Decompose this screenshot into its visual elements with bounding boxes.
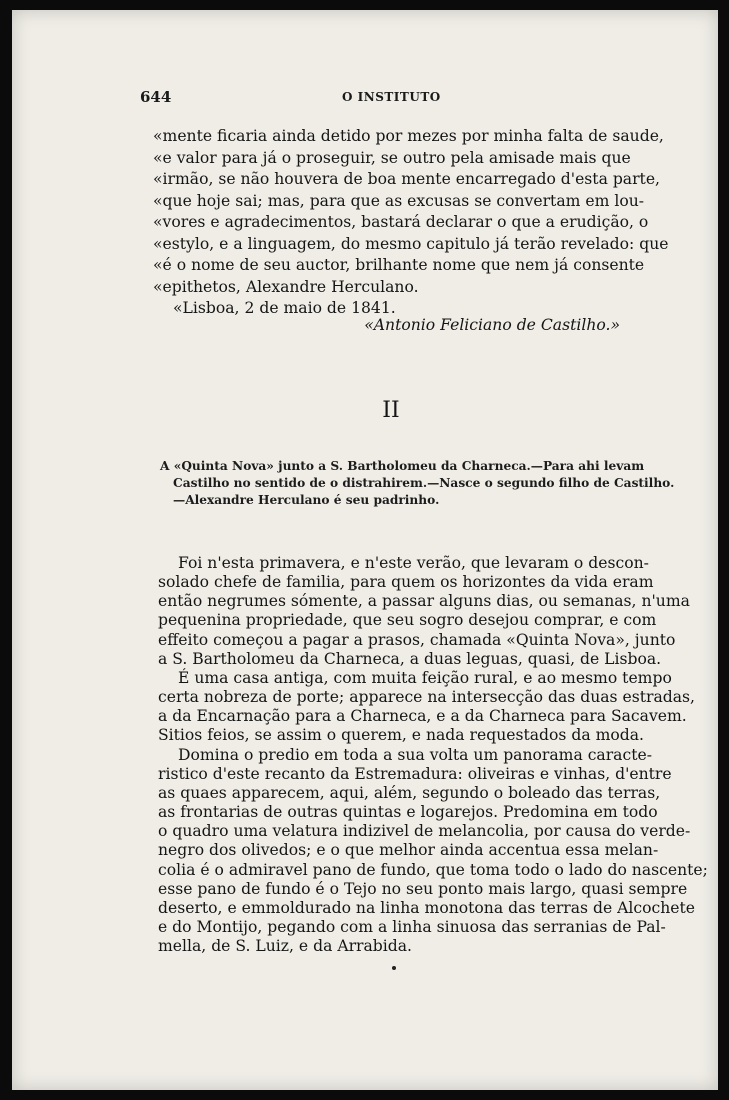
body-line: Foi n'esta primavera, e n'este verão, que levaram o descon- — [178, 554, 649, 572]
body-line: o quadro uma velatura indizivel de melancolia, por causa do verde- — [158, 822, 691, 841]
body-text — [158, 554, 708, 956]
page-number: 644 — [140, 88, 172, 106]
quote-line: «que hoje sai; mas, para que as excusas se convertam em lou- — [153, 191, 645, 210]
quote-line: «irmão, se não houvera de boa mente encarregado d'esta parte, — [153, 170, 661, 188]
body-line: Domina o predio em toda a sua volta um panorama caracte- — [178, 745, 652, 764]
running-title: O INSTITUTO — [342, 90, 441, 104]
body-line: as frontarias de outras quintas e logarejos. Predomina em todo — [158, 803, 658, 822]
quote-line: «vores e agradecimentos, bastará declarar o que a erudição, o — [153, 213, 649, 231]
chapter-heading: II — [382, 398, 400, 423]
body-line: É uma casa antiga, com muita feição rural, e ao mesmo tempo — [178, 668, 672, 687]
body-line: Sitios feios, se assim o querem, e nada requestados da moda. — [158, 726, 645, 745]
body-line: então negrumes sómente, a passar alguns dias, ou semanas, n'uma — [158, 592, 690, 611]
body-line: deserto, e emmoldurado na linha monotona das terras de Alcochete — [158, 898, 696, 917]
body-line: negro dos olivedos; e o que melhor ainda accentua essa melan- — [158, 841, 659, 860]
body-line: a S. Bartholomeu da Charneca, a duas leguas, quasi, de Lisboa. — [158, 649, 662, 668]
body-line: pequenina propriedade, que seu sogro desejou comprar, e com — [158, 611, 657, 630]
body-line: esse pano de fundo é o Tejo no seu ponto mais largo, quasi sempre — [158, 879, 688, 898]
quote-line: «e valor para já o proseguir, se outro pela amisade mais que — [153, 148, 631, 167]
chapter-summary — [160, 458, 675, 509]
body-line: effeito começou a pagar a prasos, chamada «Quinta Nova», junto — [158, 630, 676, 649]
quote-date: «Lisboa, 2 de maio de 1841. — [173, 299, 396, 317]
body-line: as quaes apparecem, aqui, além, segundo o boleado das terras, — [158, 783, 661, 802]
summary-line: —Alexandre Herculano é seu padrinho. — [173, 493, 440, 507]
quoted-letter — [153, 126, 669, 320]
summary-line: Castilho no sentido de o distrahirem.—Nasce o segundo filho de Castilho. — [173, 476, 675, 490]
body-line: e do Montijo, pegando com a linha sinuosa das serranias de Pal- — [158, 917, 666, 936]
quote-line: «estylo, e a linguagem, do mesmo capitulo já terão revelado: que — [153, 234, 669, 253]
signature: «Antonio Feliciano de Castilho.» — [364, 316, 620, 334]
body-line: solado chefe de familia, para quem os horizontes da vida eram — [158, 573, 654, 592]
quote-line: «mente ficaria ainda detido por mezes por minha falta de saude, — [153, 127, 664, 145]
body-line: ristico d'este recanto da Estremadura: oliveiras e vinhas, d'entre — [158, 764, 672, 783]
body-line: a da Encarnação para a Charneca, e a da Charneca para Sacavem. — [158, 707, 687, 726]
body-line: mella, de S. Luiz, e da Arrabida. — [158, 937, 413, 956]
ink-dot — [392, 966, 396, 970]
quote-line: «é o nome de seu auctor, brilhante nome que nem já consente — [153, 256, 645, 274]
summary-line: A «Quinta Nova» junto a S. Bartholomeu da Charneca.—Para ahi levam — [160, 459, 645, 473]
quote-line: «epithetos, Alexandre Herculano. — [153, 277, 419, 296]
body-line: colia é o admiravel pano de fundo, que toma todo o lado do nascente; — [158, 860, 708, 879]
body-line: certa nobreza de porte; apparece na intersecção das duas estradas, — [158, 688, 695, 707]
